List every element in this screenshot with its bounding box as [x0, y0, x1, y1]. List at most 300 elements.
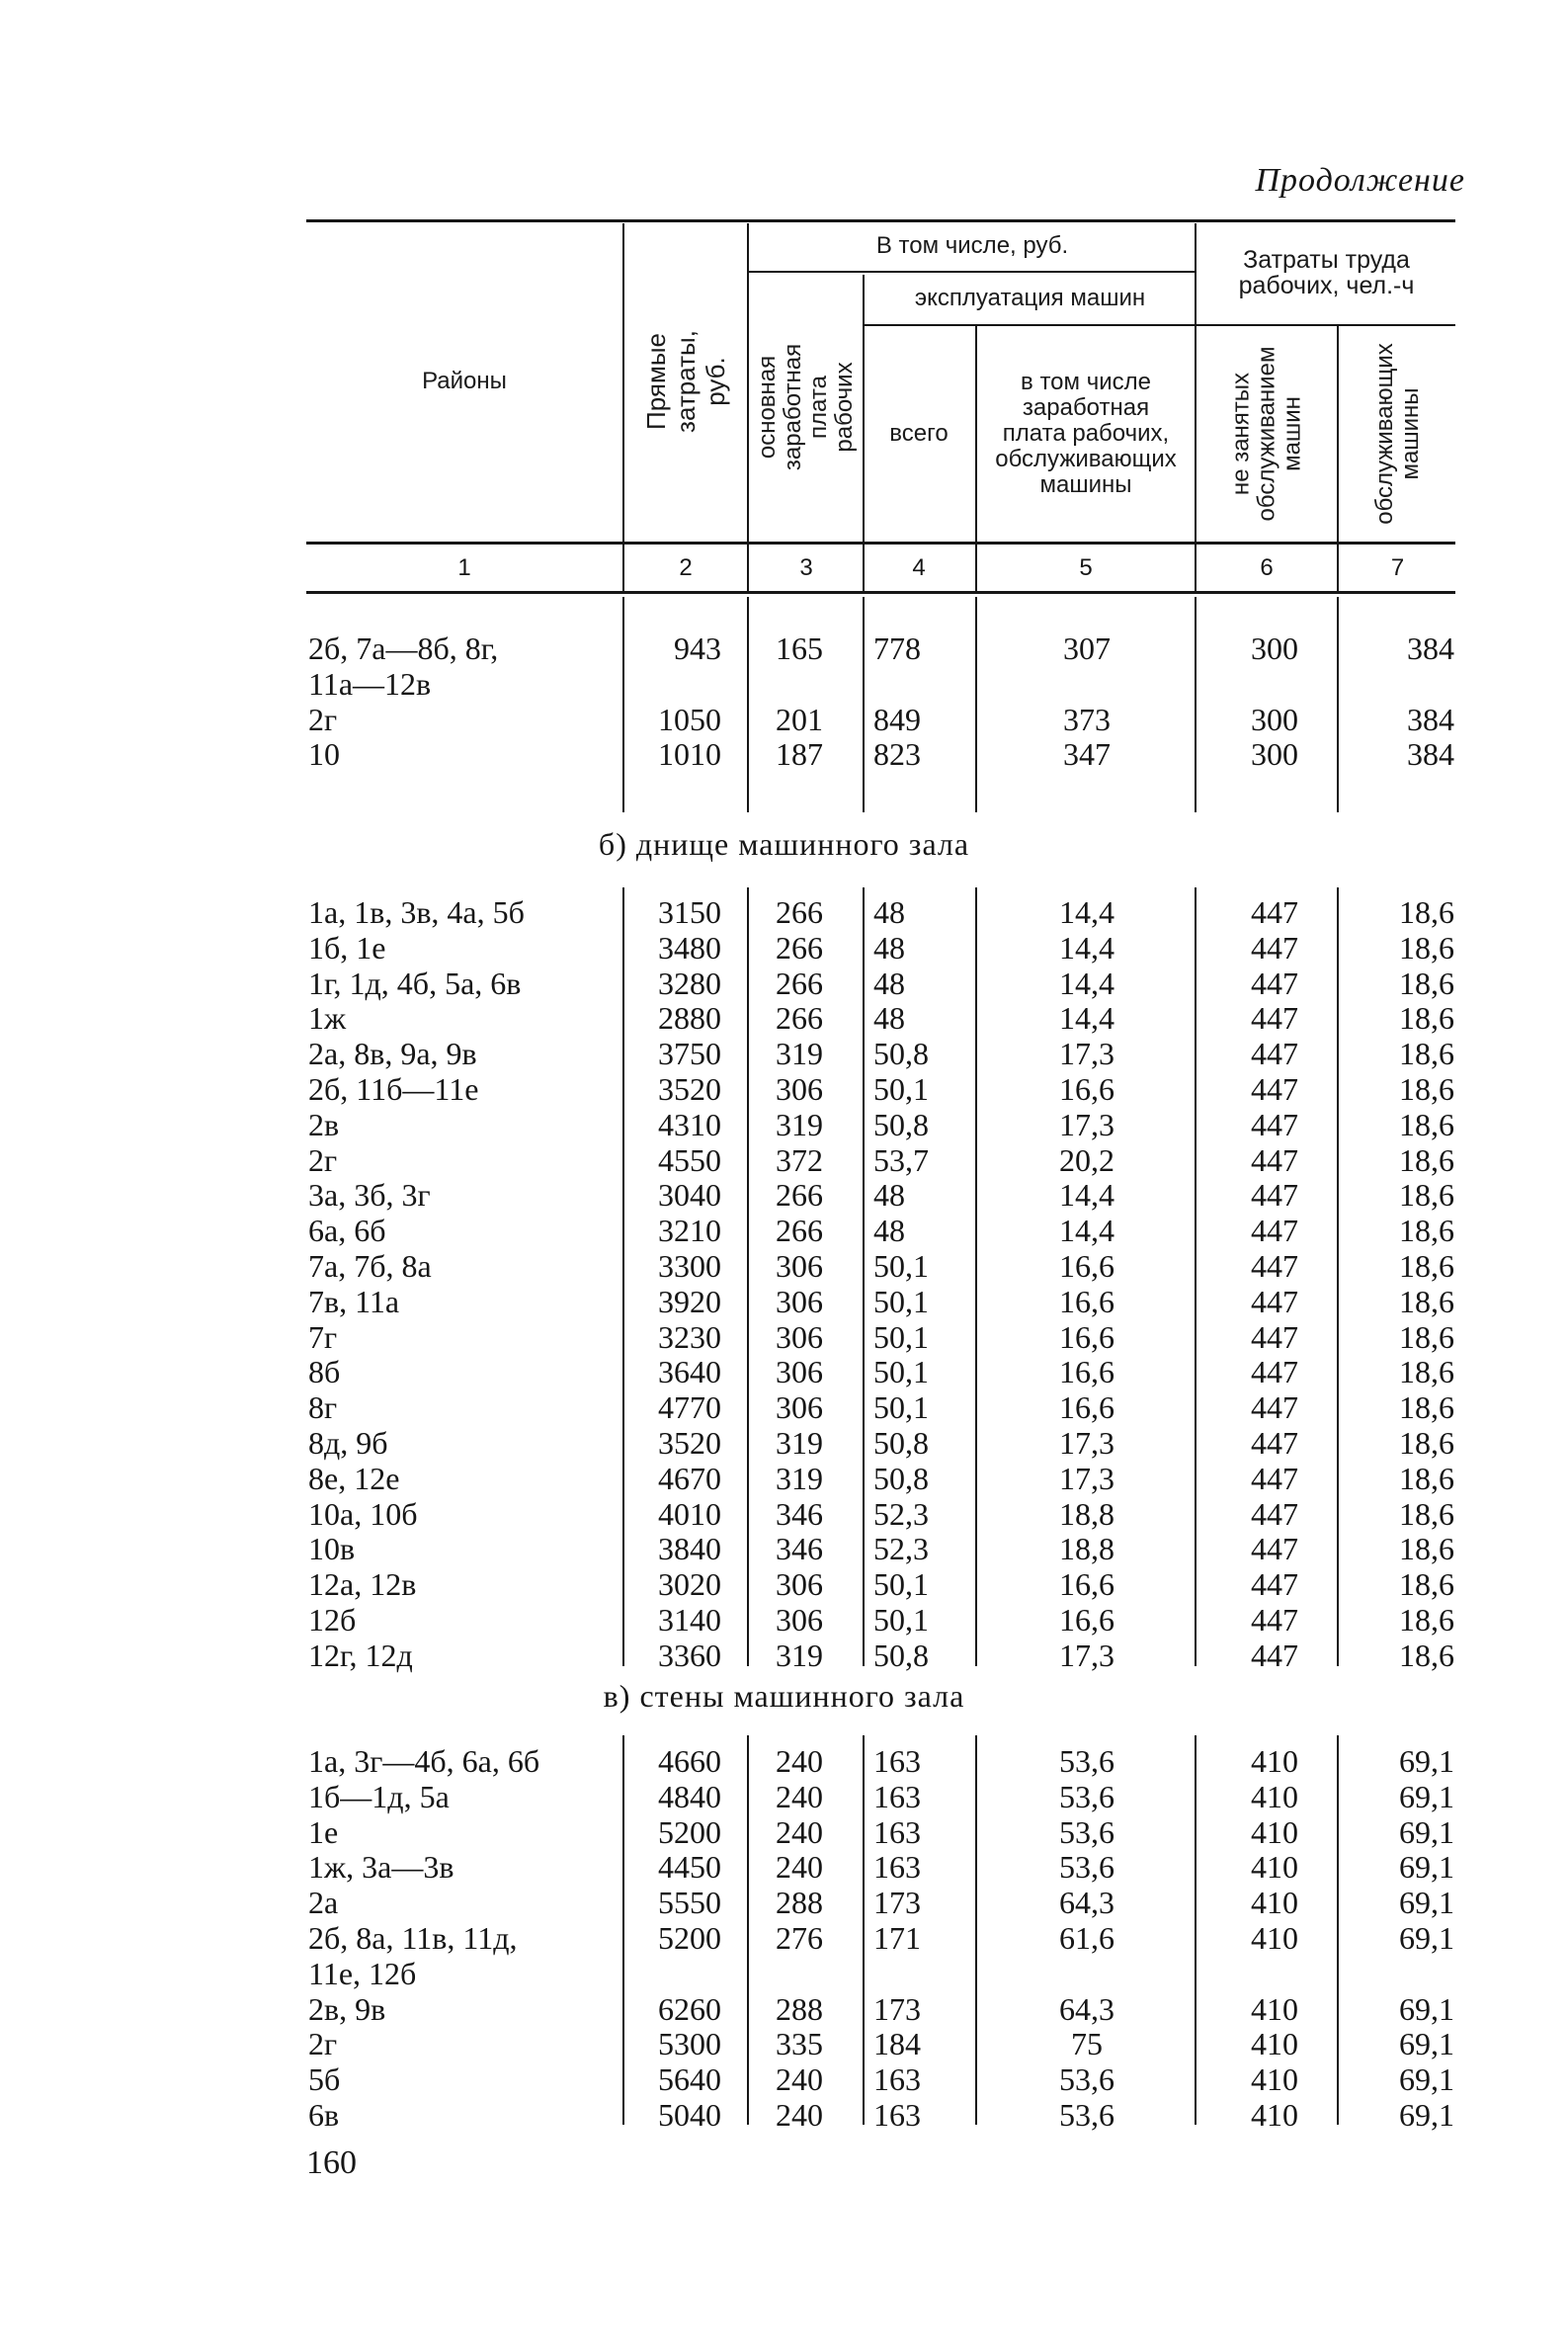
cell-labor-not-operators: 447 — [1251, 1460, 1298, 1496]
cell-labor-not-operators: 410 — [1251, 1778, 1298, 1814]
table-row — [0, 1814, 1568, 1850]
table-row — [0, 1389, 1568, 1425]
cell-labor-operators: 69,1 — [1399, 2026, 1454, 2062]
page-number: 160 — [306, 2144, 357, 2181]
rule-labor — [1196, 324, 1455, 326]
cell-direct-costs: 3150 — [658, 894, 721, 930]
cell-operator-wages: 17,3 — [1059, 1036, 1114, 1072]
cell-direct-costs: 4770 — [658, 1389, 721, 1426]
cell-operation-total: 50,8 — [873, 1106, 929, 1142]
cell-labor-operators: 69,1 — [1399, 1849, 1454, 1886]
cell-operation-total: 184 — [873, 2026, 921, 2062]
cell-direct-costs: 3840 — [658, 1531, 721, 1567]
colnum-6: 6 — [1260, 554, 1274, 581]
cell-operation-total: 778 — [873, 630, 921, 666]
cell-base-wages: 240 — [776, 2097, 823, 2133]
colnum-5: 5 — [1079, 554, 1093, 581]
cell-direct-costs: 4310 — [658, 1106, 721, 1142]
cell-labor-not-operators: 447 — [1251, 1000, 1298, 1037]
table-row — [0, 1071, 1568, 1107]
cell-base-wages: 165 — [776, 630, 823, 666]
cell-district: 1г, 1д, 4б, 5а, 6в — [308, 965, 522, 1001]
cell-labor-operators: 18,6 — [1399, 894, 1454, 930]
cell-labor-operators: 18,6 — [1399, 1602, 1454, 1638]
colnum-4: 4 — [912, 554, 926, 581]
table-row — [0, 930, 1568, 966]
cell-labor-operators: 69,1 — [1399, 1885, 1454, 1921]
cell-operation-total: 52,3 — [873, 1531, 929, 1567]
cell-operator-wages: 16,6 — [1059, 1248, 1114, 1284]
cell-direct-costs: 3230 — [658, 1318, 721, 1355]
cell-base-wages: 306 — [776, 1389, 823, 1426]
cell-district: 2г — [308, 2026, 338, 2062]
cell-direct-costs: 5300 — [658, 2026, 721, 2062]
cell-base-wages: 306 — [776, 1283, 823, 1319]
cell-labor-not-operators: 410 — [1251, 1920, 1298, 1956]
cell-district: 12а, 12в — [308, 1566, 417, 1603]
cell-labor-operators: 18,6 — [1399, 1425, 1454, 1461]
table-row — [0, 1602, 1568, 1638]
table-row — [0, 1107, 1568, 1142]
cell-district: 1е — [308, 1813, 339, 1850]
cell-base-wages: 319 — [776, 1036, 823, 1072]
cell-base-wages: 335 — [776, 2026, 823, 2062]
cell-direct-costs: 1010 — [658, 736, 721, 773]
table-row — [0, 1849, 1568, 1885]
cell-district: 6а, 6б — [308, 1213, 386, 1249]
table-row — [0, 1496, 1568, 1532]
cell-operator-wages: 61,6 — [1059, 1920, 1114, 1956]
cell-labor-operators: 69,1 — [1399, 1920, 1454, 1956]
cell-direct-costs: 3020 — [658, 1566, 721, 1603]
table-row — [0, 1991, 1568, 2027]
cell-direct-costs: 3300 — [658, 1248, 721, 1284]
cell-labor-operators: 18,6 — [1399, 1566, 1454, 1603]
cell-district: 2г — [308, 1141, 338, 1178]
cell-district: 2в — [308, 1106, 340, 1142]
cell-operator-wages: 17,3 — [1059, 1460, 1114, 1496]
table-row — [0, 1885, 1568, 1920]
cell-direct-costs: 3480 — [658, 929, 721, 966]
table-row — [0, 702, 1568, 737]
cell-labor-not-operators: 410 — [1251, 1813, 1298, 1850]
rule-machine-op — [865, 324, 1196, 326]
cell-base-wages: 266 — [776, 929, 823, 966]
cell-base-wages: 306 — [776, 1071, 823, 1107]
cell-district: 8б — [308, 1354, 341, 1390]
cell-labor-not-operators: 410 — [1251, 2026, 1298, 2062]
cell-operation-total: 53,7 — [873, 1141, 929, 1178]
header-not-operators: не занятых обслуживанием машин — [1227, 346, 1305, 522]
table-row — [0, 1461, 1568, 1496]
cell-district: 12г, 12д — [308, 1637, 413, 1673]
cell-district: 7а, 7б, 8а — [308, 1248, 432, 1284]
cell-direct-costs: 3140 — [658, 1602, 721, 1638]
cell-operation-total: 48 — [873, 894, 905, 930]
cell-operator-wages: 16,6 — [1059, 1318, 1114, 1355]
cell-base-wages: 306 — [776, 1354, 823, 1390]
cell-labor-operators: 18,6 — [1399, 1354, 1454, 1390]
cell-operator-wages: 347 — [1063, 736, 1111, 773]
cell-labor-operators: 18,6 — [1399, 1177, 1454, 1214]
cell-labor-operators: 18,6 — [1399, 1213, 1454, 1249]
cell-labor-not-operators: 410 — [1251, 2061, 1298, 2098]
cell-operation-total: 163 — [873, 1813, 921, 1850]
cell-direct-costs: 5640 — [658, 2061, 721, 2098]
cell-operator-wages: 16,6 — [1059, 1602, 1114, 1638]
cell-direct-costs: 3210 — [658, 1213, 721, 1249]
cell-direct-costs: 4670 — [658, 1460, 721, 1496]
cell-operator-wages: 53,6 — [1059, 1849, 1114, 1886]
table-row — [0, 1213, 1568, 1248]
cell-operator-wages: 20,2 — [1059, 1141, 1114, 1178]
header-operators: обслуживающих машины — [1370, 343, 1424, 525]
cell-district: 7в, 11а — [308, 1283, 400, 1319]
cell-labor-operators: 18,6 — [1399, 1495, 1454, 1532]
table-row — [0, 1177, 1568, 1213]
cell-district: 2б, 7а—8б, 8г, — [308, 630, 499, 666]
cell-operator-wages: 18,8 — [1059, 1495, 1114, 1532]
colnum-7: 7 — [1390, 554, 1405, 581]
header-direct-costs: Прямые затраты, руб. — [641, 330, 730, 433]
cell-labor-not-operators: 447 — [1251, 1495, 1298, 1532]
cell-labor-operators: 384 — [1407, 736, 1454, 773]
cell-operator-wages: 307 — [1063, 630, 1111, 666]
cell-base-wages: 240 — [776, 1813, 823, 1850]
cell-operation-total: 50,8 — [873, 1460, 929, 1496]
cell-operation-total: 849 — [873, 701, 921, 737]
cell-operation-total: 50,1 — [873, 1566, 929, 1603]
cell-labor-operators: 18,6 — [1399, 1141, 1454, 1178]
header-incl-wages-operators: в том числе заработная плата рабочих, обслуживающих машины — [995, 369, 1177, 498]
cell-operation-total: 48 — [873, 965, 905, 1001]
cell-labor-operators: 18,6 — [1399, 1460, 1454, 1496]
table-row — [0, 2061, 1568, 2097]
cell-labor-operators: 18,6 — [1399, 1036, 1454, 1072]
cell-direct-costs: 5040 — [658, 2097, 721, 2133]
cell-district: 2а, 8в, 9а, 9в — [308, 1036, 477, 1072]
cell-base-wages: 240 — [776, 2061, 823, 2098]
cell-district: 2в, 9в — [308, 1990, 386, 2027]
cell-labor-not-operators: 410 — [1251, 1885, 1298, 1921]
cell-direct-costs: 3750 — [658, 1036, 721, 1072]
table-row — [0, 1743, 1568, 1779]
cell-operation-total: 50,8 — [873, 1036, 929, 1072]
cell-base-wages: 306 — [776, 1602, 823, 1638]
table-row — [0, 2026, 1568, 2061]
cell-district: 2б, 11б—11е — [308, 1071, 479, 1107]
cell-operator-wages: 17,3 — [1059, 1637, 1114, 1673]
cell-operation-total: 823 — [873, 736, 921, 773]
cell-labor-operators: 18,6 — [1399, 1318, 1454, 1355]
cell-operator-wages: 373 — [1063, 701, 1111, 737]
cell-labor-not-operators: 447 — [1251, 1566, 1298, 1603]
cell-base-wages: 306 — [776, 1248, 823, 1284]
cell-labor-operators: 69,1 — [1399, 1778, 1454, 1814]
cell-labor-not-operators: 447 — [1251, 894, 1298, 930]
cell-district: 8е, 12е — [308, 1460, 400, 1496]
colnum-3: 3 — [799, 554, 813, 581]
header-base-wages: основная заработная плата рабочих — [754, 343, 859, 471]
cell-direct-costs: 5200 — [658, 1813, 721, 1850]
vrule-h-3 — [863, 275, 865, 591]
cell-labor-not-operators: 410 — [1251, 1849, 1298, 1886]
cell-operation-total: 50,8 — [873, 1425, 929, 1461]
header-bottom-rule — [306, 542, 1455, 545]
cell-operator-wages: 75 — [1071, 2026, 1103, 2062]
cell-labor-operators: 69,1 — [1399, 2061, 1454, 2098]
cell-labor-not-operators: 447 — [1251, 1036, 1298, 1072]
cell-operator-wages: 16,6 — [1059, 1566, 1114, 1603]
cell-base-wages: 187 — [776, 736, 823, 773]
cell-labor-not-operators: 447 — [1251, 1213, 1298, 1249]
cell-base-wages: 319 — [776, 1460, 823, 1496]
table-row — [0, 1531, 1568, 1566]
cell-base-wages: 319 — [776, 1106, 823, 1142]
cell-base-wages: 346 — [776, 1495, 823, 1532]
cell-operation-total: 50,1 — [873, 1248, 929, 1284]
cell-district: 11а—12в — [308, 665, 432, 702]
cell-district: 8д, 9б — [308, 1425, 388, 1461]
table-row — [0, 1000, 1568, 1036]
cell-district: 1а, 3г—4б, 6а, 6б — [308, 1743, 540, 1779]
cell-district: 1б—1д, 5а — [308, 1778, 450, 1814]
cell-labor-not-operators: 447 — [1251, 1318, 1298, 1355]
cell-direct-costs: 5200 — [658, 1920, 721, 1956]
cell-district: 10а, 10б — [308, 1495, 418, 1532]
cell-direct-costs: 4010 — [658, 1495, 721, 1532]
cell-district: 1ж — [308, 1000, 347, 1037]
cell-operation-total: 171 — [873, 1920, 921, 1956]
cell-operation-total: 48 — [873, 1213, 905, 1249]
cell-labor-operators: 69,1 — [1399, 1743, 1454, 1779]
cell-base-wages: 288 — [776, 1885, 823, 1921]
cell-labor-operators: 18,6 — [1399, 1248, 1454, 1284]
cell-district: 6в — [308, 2097, 340, 2133]
table-row — [0, 966, 1568, 1001]
cell-direct-costs: 3360 — [658, 1637, 721, 1673]
header-total: всего — [889, 420, 949, 447]
table-row — [0, 2097, 1568, 2133]
cell-district: 2б, 8а, 11в, 11д, — [308, 1920, 518, 1956]
cell-labor-not-operators: 447 — [1251, 1389, 1298, 1426]
section-title-b: б) днище машинного зала — [598, 826, 970, 862]
cell-operator-wages: 16,6 — [1059, 1283, 1114, 1319]
cell-direct-costs: 3520 — [658, 1425, 721, 1461]
cell-base-wages: 266 — [776, 1177, 823, 1214]
cell-base-wages: 346 — [776, 1531, 823, 1567]
cell-base-wages: 266 — [776, 894, 823, 930]
cell-labor-not-operators: 447 — [1251, 1248, 1298, 1284]
cell-labor-operators: 69,1 — [1399, 1813, 1454, 1850]
cell-direct-costs: 3280 — [658, 965, 721, 1001]
cell-operation-total: 48 — [873, 1000, 905, 1037]
table-row — [0, 1638, 1568, 1673]
cell-operator-wages: 64,3 — [1059, 1885, 1114, 1921]
cell-operation-total: 163 — [873, 1778, 921, 1814]
cell-labor-not-operators: 447 — [1251, 929, 1298, 966]
cell-district: 5б — [308, 2061, 341, 2098]
cell-base-wages: 201 — [776, 701, 823, 737]
cell-labor-operators: 18,6 — [1399, 1283, 1454, 1319]
cell-district: 8г — [308, 1389, 338, 1426]
cell-operator-wages: 53,6 — [1059, 2097, 1114, 2133]
cell-base-wages: 319 — [776, 1425, 823, 1461]
table-row — [0, 1779, 1568, 1814]
header-including-rub: В том числе, руб. — [875, 232, 1069, 259]
cell-district: 12б — [308, 1602, 357, 1638]
cell-operator-wages: 64,3 — [1059, 1990, 1114, 2027]
cell-operation-total: 50,1 — [873, 1071, 929, 1107]
cell-labor-not-operators: 410 — [1251, 2097, 1298, 2133]
cell-operation-total: 48 — [873, 929, 905, 966]
cell-labor-operators: 18,6 — [1399, 1000, 1454, 1037]
header-labor-costs: Затраты труда рабочих, чел.-ч — [1238, 246, 1415, 299]
cell-labor-not-operators: 447 — [1251, 1177, 1298, 1214]
cell-district: 3а, 3б, 3г — [308, 1177, 431, 1214]
cell-operation-total: 163 — [873, 2097, 921, 2133]
vrule-h-6 — [1337, 326, 1339, 591]
cell-direct-costs: 5550 — [658, 1885, 721, 1921]
table-row — [0, 1920, 1568, 1956]
table-row — [0, 1142, 1568, 1178]
cell-direct-costs: 3920 — [658, 1283, 721, 1319]
table-row — [0, 1354, 1568, 1389]
cell-operator-wages: 14,4 — [1059, 1213, 1114, 1249]
table-row — [0, 666, 1568, 702]
table-row — [0, 894, 1568, 930]
cell-direct-costs: 6260 — [658, 1990, 721, 2027]
cell-operation-total: 52,3 — [873, 1495, 929, 1532]
cell-operation-total: 50,1 — [873, 1389, 929, 1426]
cell-base-wages: 306 — [776, 1566, 823, 1603]
cell-operator-wages: 14,4 — [1059, 1177, 1114, 1214]
table-row — [0, 1956, 1568, 1991]
cell-base-wages: 276 — [776, 1920, 823, 1956]
cell-labor-not-operators: 410 — [1251, 1743, 1298, 1779]
cell-labor-operators: 18,6 — [1399, 1389, 1454, 1426]
colnum-2: 2 — [679, 554, 693, 581]
cell-operator-wages: 14,4 — [1059, 894, 1114, 930]
cell-labor-not-operators: 447 — [1251, 1106, 1298, 1142]
cell-base-wages: 240 — [776, 1778, 823, 1814]
numbers-bottom-rule — [306, 591, 1455, 594]
cell-operation-total: 50,8 — [873, 1637, 929, 1673]
cell-direct-costs: 1050 — [658, 701, 721, 737]
cell-district: 1а, 1в, 3в, 4а, 5б — [308, 894, 525, 930]
vrule-h-4 — [975, 326, 977, 591]
cell-operation-total: 48 — [873, 1177, 905, 1214]
cell-operator-wages: 14,4 — [1059, 965, 1114, 1001]
cell-direct-costs: 3520 — [658, 1071, 721, 1107]
cell-direct-costs: 2880 — [658, 1000, 721, 1037]
cell-labor-operators: 18,6 — [1399, 1106, 1454, 1142]
cell-operator-wages: 53,6 — [1059, 2061, 1114, 2098]
cell-labor-not-operators: 447 — [1251, 1354, 1298, 1390]
header-machine-operation: эксплуатация машин — [914, 285, 1146, 311]
cell-district: 1ж, 3а—3в — [308, 1849, 454, 1886]
table-row — [0, 736, 1568, 772]
cell-district: 10в — [308, 1531, 356, 1567]
cell-labor-not-operators: 410 — [1251, 1990, 1298, 2027]
cell-direct-costs: 3640 — [658, 1354, 721, 1390]
cell-operator-wages: 53,6 — [1059, 1743, 1114, 1779]
cell-labor-not-operators: 447 — [1251, 1637, 1298, 1673]
cell-operator-wages: 53,6 — [1059, 1778, 1114, 1814]
rule-including — [749, 271, 1196, 273]
cell-operation-total: 173 — [873, 1990, 921, 2027]
cell-district: 7г — [308, 1318, 338, 1355]
cell-labor-operators: 18,6 — [1399, 1531, 1454, 1567]
cell-labor-not-operators: 447 — [1251, 965, 1298, 1001]
cell-operation-total: 50,1 — [873, 1318, 929, 1355]
table-row — [0, 1248, 1568, 1284]
cell-direct-costs: 4550 — [658, 1141, 721, 1178]
cell-labor-not-operators: 447 — [1251, 1283, 1298, 1319]
cell-operator-wages: 16,6 — [1059, 1389, 1114, 1426]
cell-labor-not-operators: 300 — [1251, 736, 1298, 773]
cell-labor-not-operators: 300 — [1251, 701, 1298, 737]
cell-district: 2г — [308, 701, 338, 737]
cell-operation-total: 50,1 — [873, 1602, 929, 1638]
cell-district: 11е, 12б — [308, 1955, 417, 1991]
cell-district: 1б, 1е — [308, 929, 386, 966]
cell-operation-total: 163 — [873, 1743, 921, 1779]
cell-operator-wages: 16,6 — [1059, 1071, 1114, 1107]
table-row — [0, 1425, 1568, 1461]
cell-labor-operators: 18,6 — [1399, 929, 1454, 966]
cell-direct-costs: 4840 — [658, 1778, 721, 1814]
cell-base-wages: 240 — [776, 1743, 823, 1779]
cell-operation-total: 173 — [873, 1885, 921, 1921]
vrule-h-2 — [747, 223, 749, 591]
cell-operator-wages: 14,4 — [1059, 929, 1114, 966]
cell-operator-wages: 17,3 — [1059, 1425, 1114, 1461]
cell-labor-not-operators: 447 — [1251, 1602, 1298, 1638]
cell-labor-operators: 69,1 — [1399, 1990, 1454, 2027]
cell-operator-wages: 16,6 — [1059, 1354, 1114, 1390]
cell-base-wages: 266 — [776, 965, 823, 1001]
header-districts: Районы — [422, 368, 507, 394]
cell-operation-total: 50,1 — [873, 1354, 929, 1390]
table-row — [0, 1319, 1568, 1355]
table-row — [0, 1566, 1568, 1602]
cell-operation-total: 163 — [873, 1849, 921, 1886]
section-title-v: в) стены машинного зала — [603, 1678, 965, 1714]
table-row — [0, 1036, 1568, 1071]
cell-labor-not-operators: 447 — [1251, 1425, 1298, 1461]
cell-base-wages: 372 — [776, 1141, 823, 1178]
cell-labor-operators: 384 — [1407, 701, 1454, 737]
cell-labor-operators: 69,1 — [1399, 2097, 1454, 2133]
cell-base-wages: 240 — [776, 1849, 823, 1886]
cell-labor-operators: 18,6 — [1399, 965, 1454, 1001]
cell-operator-wages: 53,6 — [1059, 1813, 1114, 1850]
cell-operator-wages: 18,8 — [1059, 1531, 1114, 1567]
cell-labor-not-operators: 447 — [1251, 1531, 1298, 1567]
cell-district: 10 — [308, 736, 340, 773]
table-row — [0, 1284, 1568, 1319]
cell-labor-not-operators: 300 — [1251, 630, 1298, 666]
cell-base-wages: 266 — [776, 1213, 823, 1249]
cell-direct-costs: 3040 — [658, 1177, 721, 1214]
top-rule — [306, 219, 1455, 222]
cell-base-wages: 319 — [776, 1637, 823, 1673]
continued-label: Продолжение — [1255, 162, 1465, 199]
cell-direct-costs: 4450 — [658, 1849, 721, 1886]
cell-labor-operators: 18,6 — [1399, 1637, 1454, 1673]
vrule-h-1 — [622, 223, 624, 591]
